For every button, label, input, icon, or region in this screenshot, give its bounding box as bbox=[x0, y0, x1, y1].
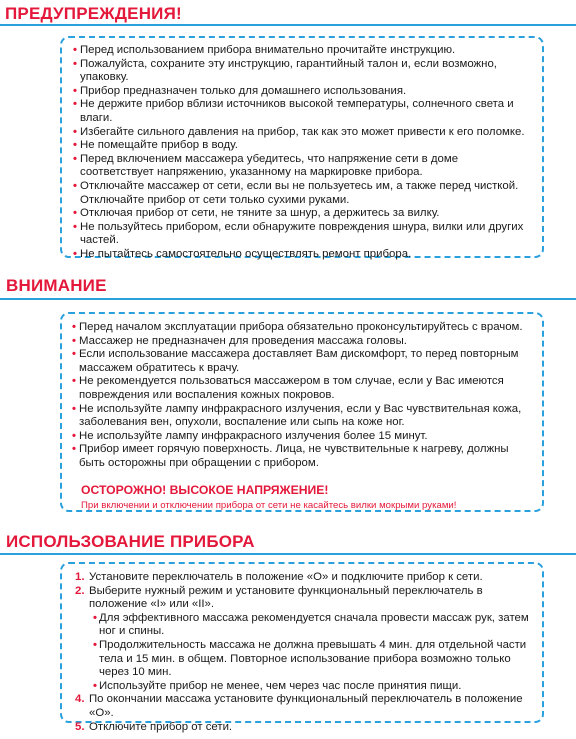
section-title-usage: ИСПОЛЬЗОВАНИЕ ПРИБОРА bbox=[6, 532, 255, 551]
list-item: • Отключая прибор от сети, не тяните за шнур, а держитесь за вилку. bbox=[73, 207, 532, 221]
high-voltage-warning-text: При включении и отключении прибора от сети не касайтесь вилки мокрыми руками! bbox=[81, 499, 457, 511]
usage-box bbox=[60, 562, 544, 733]
list-item: • Не держите прибор вблизи источников высокой температуры, солнечного света и влаги. bbox=[73, 98, 532, 125]
list-item bbox=[72, 571, 534, 585]
list-item: • Не пользуйтесь прибором, если обнаружите повреждения шнура, вилки или других частей. bbox=[73, 221, 532, 248]
list-item: • Пожалуйста, сохраните эту инструкцию, гарантийный талон и, если возможно, упаковку. bbox=[73, 58, 532, 85]
list-item: • Перед включением массажера убедитесь, что напряжение сети в доме соответствует напряжению, указанному на маркировке прибора. bbox=[73, 153, 532, 180]
list-item bbox=[72, 693, 534, 720]
attention-box bbox=[60, 312, 544, 512]
list-item: • Прибор имеет горячую поверхность. Лица, не чувствительные к нагреву, должны быть осторожны при обращении с прибором. bbox=[72, 443, 534, 470]
list-item: • Избегайте сильного давления на прибор, так как это может привести к его поломке. bbox=[73, 126, 532, 140]
high-voltage-warning-title: ОСТОРОЖНО! ВЫСОКОЕ НАПРЯЖЕНИЕ! bbox=[81, 482, 329, 497]
list-item: • Если использование массажера доставляет Вам дискомфорт, то перед повторным массажем обратитесь к врачу. bbox=[72, 348, 534, 375]
section-divider bbox=[0, 298, 576, 300]
step-text: Установите переключатель в положение «O» и подключите прибор к сети. bbox=[89, 571, 483, 583]
list-item: • Не используйте лампу инфракрасного излучения, если у Вас чувствительная кожа, заболевания вен, опухоли, воспаление или сыпь на коже ног. bbox=[72, 403, 534, 430]
step-number: 5. bbox=[75, 720, 85, 733]
list-item: • Не рекомендуется пользоваться массажером в том случае, если у Вас имеются повреждения или воспаления кожных покровов. bbox=[72, 375, 534, 402]
list-item: • Для эффективного массажа рекомендуется сначала провести массаж рук, затем ног и спины. bbox=[72, 612, 534, 639]
list-item: • Перед началом эксплуатации прибора обязательно проконсультируйтесь с врачом. bbox=[72, 321, 534, 335]
list-item: • Отключайте массажер от сети, если вы не пользуетесь им, а также перед чисткой. Отключайте прибор от сети только сухими руками. bbox=[73, 180, 532, 207]
step-number: 4. bbox=[75, 693, 85, 706]
list-item: • Не пытайтесь самостоятельно осуществлять ремонт прибора. bbox=[73, 248, 532, 262]
section-divider bbox=[0, 24, 576, 26]
list-item bbox=[72, 585, 534, 612]
list-item: • Не помещайте прибор в воду. bbox=[73, 139, 532, 153]
step-text: По окончании массажа установите функциональный переключатель в положение «O». bbox=[89, 693, 523, 719]
list-item bbox=[72, 721, 534, 735]
section-title-warnings: ПРЕДУПРЕЖДЕНИЯ! bbox=[5, 4, 182, 23]
list-item: • Массажер не предназначен для проведения массажа головы. bbox=[72, 335, 534, 349]
step-text: Выберите нужный режим и установите функциональный переключатель в положение «I» или «II». bbox=[89, 584, 483, 611]
step-text: Отключите прибор от сети. bbox=[89, 720, 233, 733]
list-item: • Продолжительность массажа не должна превышать 4 мин. для отдельной части тела и 15 мин. в общем. Повторное использование прибора возможно только через 10 мин. bbox=[72, 639, 534, 680]
section-divider bbox=[0, 553, 576, 555]
list-item: • Перед использованием прибора внимательно прочитайте инструкцию. bbox=[73, 44, 532, 58]
section-title-attention: ВНИМАНИЕ bbox=[6, 276, 107, 295]
warnings-box bbox=[60, 36, 544, 258]
list-item: • Прибор предназначен только для домашнего использования. bbox=[73, 85, 532, 99]
step-number: 1. bbox=[75, 571, 85, 583]
list-item: • Используйте прибор не менее, чем через час после принятия пищи. bbox=[72, 680, 534, 694]
list-item: • Не используйте лампу инфракрасного излучения более 15 минут. bbox=[72, 430, 534, 444]
step-number: 2. bbox=[75, 584, 85, 597]
